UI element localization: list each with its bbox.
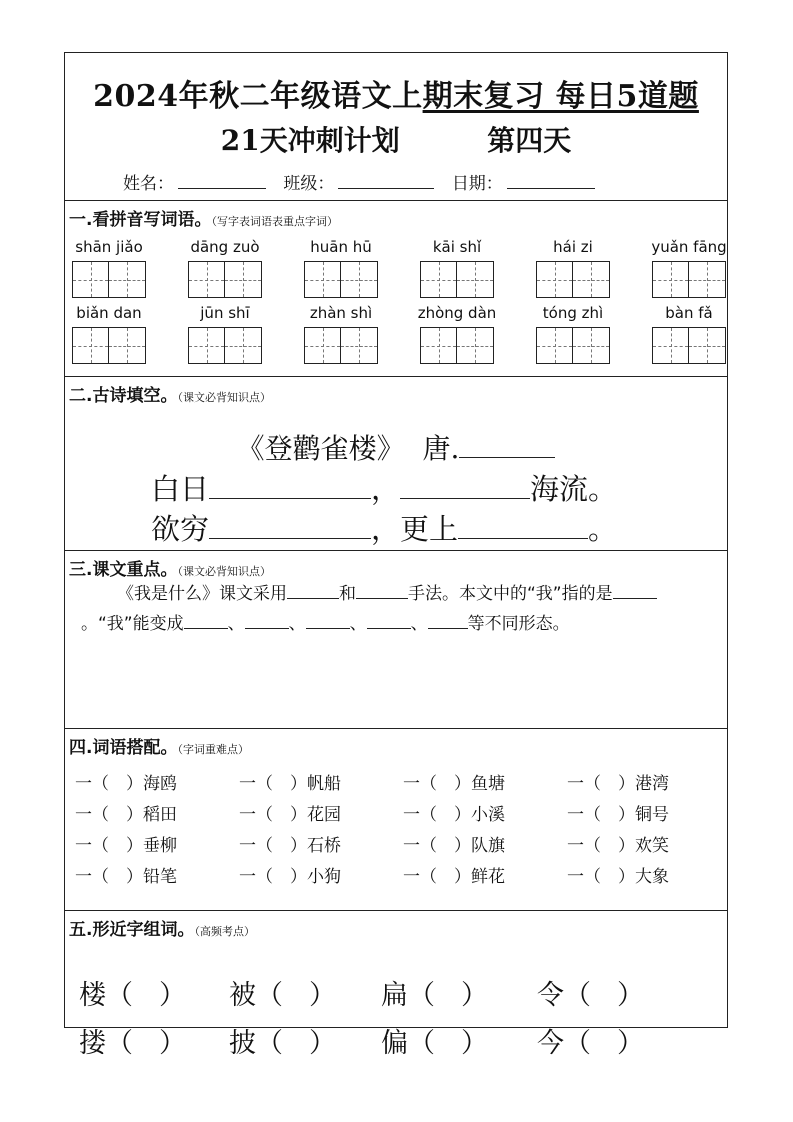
close-paren: ） <box>617 1028 644 1059</box>
match-blank[interactable]: 一（ ） <box>239 805 307 825</box>
char-item <box>381 973 488 1012</box>
word-match-item <box>75 862 177 887</box>
pinyin-text: bàn fǎ <box>665 304 713 322</box>
match-blank[interactable]: 一（ ） <box>239 867 307 887</box>
writing-box[interactable] <box>420 327 457 364</box>
writing-boxes <box>649 327 729 364</box>
poem-blank[interactable] <box>209 472 371 499</box>
pinyin-text: hái zi <box>553 238 593 256</box>
char-item <box>79 973 186 1012</box>
section-similar-chars <box>65 911 727 1059</box>
section-heading <box>69 915 255 940</box>
writing-box[interactable] <box>304 261 341 298</box>
pinyin-item <box>69 303 149 364</box>
word-match-item <box>403 862 505 887</box>
writing-box[interactable] <box>652 327 689 364</box>
open-paren: （ <box>408 980 435 1011</box>
char-text: 被 <box>229 980 256 1011</box>
open-paren: （ <box>564 980 591 1011</box>
para-text: 《我是什么》课文采用 <box>117 584 287 604</box>
word-match-item <box>567 831 669 856</box>
fill-blank[interactable] <box>428 614 468 629</box>
writing-boxes <box>533 327 613 364</box>
writing-box[interactable] <box>652 261 689 298</box>
heading-text: 一.看拼音写词语。 <box>69 210 212 230</box>
writing-box[interactable] <box>109 261 146 298</box>
writing-box[interactable] <box>573 327 610 364</box>
writing-boxes <box>533 261 613 298</box>
pinyin-item <box>417 237 497 298</box>
close-paren: ） <box>617 980 644 1011</box>
heading-text: 五.形近字组词。 <box>69 920 195 940</box>
match-word: 鱼塘 <box>471 774 505 794</box>
close-paren: ） <box>309 980 336 1011</box>
writing-boxes <box>649 261 729 298</box>
word-match-item <box>75 769 177 794</box>
match-blank[interactable]: 一（ ） <box>75 805 143 825</box>
match-blank[interactable]: 一（ ） <box>567 805 635 825</box>
writing-box[interactable] <box>225 327 262 364</box>
section-pinyin <box>65 201 727 377</box>
word-match-item <box>403 831 505 856</box>
para-text: 、 <box>227 614 245 634</box>
heading-text: 四.词语搭配。 <box>69 738 178 758</box>
title-part2: 期末复习 每日5道题 <box>422 79 699 114</box>
match-word: 垂柳 <box>143 836 177 856</box>
writing-box[interactable] <box>304 327 341 364</box>
char-text: 今 <box>537 1028 564 1059</box>
poem-text: ， <box>371 472 401 506</box>
writing-boxes <box>417 261 497 298</box>
writing-boxes <box>69 261 149 298</box>
close-paren: ） <box>159 980 186 1011</box>
match-word: 港湾 <box>635 774 669 794</box>
para-text: 和 <box>339 584 356 604</box>
writing-box[interactable] <box>420 261 457 298</box>
match-blank[interactable]: 一（ ） <box>75 774 143 794</box>
pinyin-text: biǎn dan <box>76 304 142 322</box>
fill-blank[interactable] <box>184 614 228 629</box>
match-word: 队旗 <box>471 836 505 856</box>
title-part1: 2024年秋二年级语文上 <box>93 79 423 114</box>
writing-box[interactable] <box>188 327 225 364</box>
word-match-item <box>567 862 669 887</box>
match-blank[interactable]: 一（ ） <box>567 867 635 887</box>
writing-boxes <box>185 327 265 364</box>
word-match-item <box>567 800 669 825</box>
section-heading <box>69 381 271 406</box>
poem-text: 。 <box>588 512 618 546</box>
word-match-item <box>75 831 177 856</box>
word-match-item <box>403 800 505 825</box>
match-blank[interactable]: 一（ ） <box>403 867 471 887</box>
writing-box[interactable] <box>188 261 225 298</box>
char-item <box>79 1021 186 1060</box>
char-text: 楼 <box>79 980 106 1011</box>
heading-note: （课文必背知识点） <box>177 391 271 404</box>
heading-note: （课文必背知识点） <box>177 565 271 578</box>
fill-blank[interactable] <box>287 584 339 599</box>
pinyin-text: yuǎn fāng <box>651 238 727 256</box>
pinyin-item <box>301 237 381 298</box>
fill-blank[interactable] <box>245 614 289 629</box>
fill-blank[interactable] <box>367 614 411 629</box>
pinyin-text: jūn shī <box>200 304 250 322</box>
author-blank[interactable] <box>459 431 555 458</box>
section-heading <box>69 733 249 758</box>
student-info-row <box>123 169 607 194</box>
poem-blank[interactable] <box>400 472 530 499</box>
pinyin-text: kāi shǐ <box>432 238 482 256</box>
match-word: 鲜花 <box>471 867 505 887</box>
word-match-item <box>239 831 341 856</box>
name-field[interactable] <box>178 174 266 189</box>
pinyin-item <box>185 303 265 364</box>
poem-blank[interactable] <box>209 512 371 539</box>
open-paren: （ <box>564 1028 591 1059</box>
pinyin-text: tóng zhì <box>542 304 604 322</box>
poem-text: 白日 <box>151 472 210 506</box>
word-match-item <box>239 800 341 825</box>
pinyin-text: zhòng dàn <box>417 304 497 322</box>
char-item <box>537 973 644 1012</box>
match-blank[interactable]: 一（ ） <box>403 836 471 856</box>
match-word: 小溪 <box>471 805 505 825</box>
writing-box[interactable] <box>536 327 573 364</box>
writing-box[interactable] <box>341 261 378 298</box>
page-title <box>65 71 727 115</box>
pinyin-text: zhàn shì <box>309 304 373 322</box>
pinyin-item <box>417 303 497 364</box>
writing-box[interactable] <box>689 327 726 364</box>
match-word: 花园 <box>307 805 341 825</box>
para-text: 、 <box>410 614 428 634</box>
section-key-points <box>65 551 727 729</box>
close-paren: ） <box>461 1028 488 1059</box>
match-word: 欢笑 <box>635 836 669 856</box>
char-text: 扁 <box>381 980 408 1011</box>
match-word: 帆船 <box>307 774 341 794</box>
match-word: 铅笔 <box>143 867 177 887</box>
writing-box[interactable] <box>457 327 494 364</box>
char-item <box>229 1021 336 1060</box>
heading-text: 二.古诗填空。 <box>69 386 178 406</box>
match-blank[interactable]: 一（ ） <box>403 805 471 825</box>
match-blank[interactable]: 一（ ） <box>239 836 307 856</box>
fill-blank[interactable] <box>613 584 657 599</box>
char-text: 搂 <box>79 1028 106 1059</box>
word-match-item <box>239 769 341 794</box>
section-poem <box>65 377 727 551</box>
match-blank[interactable]: 一（ ） <box>239 774 307 794</box>
char-text: 令 <box>537 980 564 1011</box>
date-label: 日期： <box>451 174 503 194</box>
para-text: 、 <box>288 614 306 634</box>
heading-note: （字词重难点） <box>177 743 249 756</box>
writing-box[interactable] <box>536 261 573 298</box>
match-blank[interactable]: 一（ ） <box>403 774 471 794</box>
class-field[interactable] <box>338 174 434 189</box>
match-word: 大象 <box>635 867 669 887</box>
writing-boxes <box>69 327 149 364</box>
para-text: 。“我”能变成 <box>81 614 184 634</box>
writing-box[interactable] <box>341 327 378 364</box>
close-paren: ） <box>461 980 488 1011</box>
worksheet <box>64 52 728 1059</box>
writing-boxes <box>185 261 265 298</box>
writing-box[interactable] <box>573 261 610 298</box>
heading-text: 三.课文重点。 <box>69 560 178 580</box>
heading-note: （写字表词语表重点字词） <box>211 215 338 228</box>
char-text: 披 <box>229 1028 256 1059</box>
section-word-match <box>65 729 727 911</box>
match-blank[interactable]: 一（ ） <box>567 836 635 856</box>
char-text: 偏 <box>381 1028 408 1059</box>
open-paren: （ <box>106 980 133 1011</box>
poem-dynasty: 唐. <box>422 432 460 465</box>
fill-blank[interactable] <box>356 584 408 599</box>
subtitle-plan: 21天冲刺计划 <box>220 124 400 157</box>
pinyin-item <box>649 303 729 364</box>
name-label: 姓名： <box>123 174 174 194</box>
poem-text: 欲穷 <box>151 512 210 546</box>
subtitle-day: 第四天 <box>487 124 572 157</box>
page-subtitle <box>65 119 727 159</box>
writing-box[interactable] <box>457 261 494 298</box>
match-word: 海鸥 <box>143 774 177 794</box>
poem-text: ，更上 <box>371 512 459 546</box>
poem-title: 《登鹳雀楼》 <box>236 432 405 465</box>
poem-title-line <box>65 427 727 467</box>
writing-boxes <box>301 261 381 298</box>
pinyin-item <box>301 303 381 364</box>
header-section <box>65 53 727 201</box>
match-blank[interactable]: 一（ ） <box>75 867 143 887</box>
writing-boxes <box>301 327 381 364</box>
poem-line-1 <box>151 467 617 508</box>
char-item <box>381 1021 488 1060</box>
pinyin-text: huān hū <box>310 238 372 256</box>
match-blank[interactable]: 一（ ） <box>75 836 143 856</box>
close-paren: ） <box>309 1028 336 1059</box>
writing-box[interactable] <box>72 261 109 298</box>
match-word: 石桥 <box>307 836 341 856</box>
writing-box[interactable] <box>689 261 726 298</box>
word-match-item <box>239 862 341 887</box>
para-text: 、 <box>349 614 367 634</box>
class-label: 班级： <box>283 174 335 194</box>
open-paren: （ <box>408 1028 435 1059</box>
word-match-item <box>567 769 669 794</box>
heading-note: （高频考点） <box>194 925 255 938</box>
pinyin-item <box>533 237 613 298</box>
pinyin-text: dāng zuò <box>190 238 260 256</box>
char-item <box>229 973 336 1012</box>
writing-box[interactable] <box>72 327 109 364</box>
match-word: 小狗 <box>307 867 341 887</box>
fill-blank[interactable] <box>306 614 350 629</box>
writing-box[interactable] <box>109 327 146 364</box>
match-word: 稻田 <box>143 805 177 825</box>
pinyin-text: shān jiǎo <box>75 238 143 256</box>
char-item <box>537 1021 644 1060</box>
pinyin-item <box>185 237 265 298</box>
date-field[interactable] <box>507 174 595 189</box>
match-word: 铜号 <box>635 805 669 825</box>
poem-line-2 <box>151 507 617 548</box>
para-text: 等不同形态。 <box>467 614 570 634</box>
section-heading <box>69 555 271 580</box>
writing-box[interactable] <box>225 261 262 298</box>
open-paren: （ <box>106 1028 133 1059</box>
key-point-paragraph <box>81 579 717 639</box>
close-paren: ） <box>159 1028 186 1059</box>
pinyin-item <box>649 237 729 298</box>
word-match-item <box>75 800 177 825</box>
section-heading <box>69 205 338 230</box>
poem-text: 海流。 <box>530 472 618 506</box>
poem-blank[interactable] <box>458 512 588 539</box>
para-text: 手法。本文中的“我”指的是 <box>408 584 613 604</box>
open-paren: （ <box>256 1028 283 1059</box>
writing-boxes <box>417 327 497 364</box>
pinyin-item <box>533 303 613 364</box>
open-paren: （ <box>256 980 283 1011</box>
match-blank[interactable]: 一（ ） <box>567 774 635 794</box>
pinyin-item <box>69 237 149 298</box>
word-match-item <box>403 769 505 794</box>
